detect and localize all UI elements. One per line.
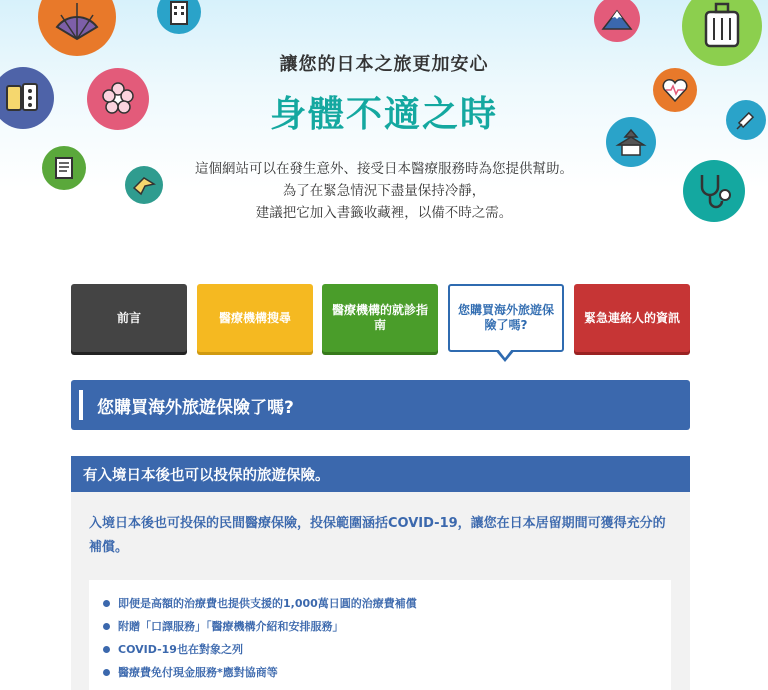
bullet-icon — [103, 669, 110, 676]
heading-accent-bar — [79, 390, 83, 420]
list-item — [103, 592, 657, 615]
benefit-text: 醫療費免付現金服務*應對協商等 — [118, 666, 278, 679]
page-title: 身體不適之時 — [269, 94, 498, 135]
intro-line: 建議把它加入書籤收藏裡，以備不時之需。 — [255, 205, 513, 221]
bullet-icon — [103, 646, 110, 653]
benefit-text: COVID-19也在對象之列 — [118, 643, 243, 656]
benefit-text: 附贈「口譯服務」「醫療機構介紹和安排服務」 — [118, 620, 344, 633]
section-tabs — [71, 284, 690, 368]
insurance-panel — [71, 456, 690, 690]
list-item — [103, 615, 657, 638]
list-item — [103, 661, 657, 684]
tab-visit-guide[interactable]: 醫療機構的就診指南 — [322, 284, 438, 352]
intro-text — [0, 158, 768, 224]
list-item — [103, 638, 657, 661]
active-tab-pointer-inner — [498, 349, 512, 358]
intro-line: 這個網站可以在發生意外、接受日本醫療服務時為您提供幫助。 — [195, 161, 573, 177]
benefit-text: 即便是高額的治療費也提供支援的1,000萬日圓的治療費補償 — [118, 597, 417, 610]
section-heading — [71, 380, 690, 430]
bullet-icon — [103, 623, 110, 630]
tab-medical-search[interactable]: 醫療機構搜尋 — [197, 284, 313, 352]
section-title: 您購買海外旅遊保險了嗎? — [97, 397, 294, 418]
subsection-title: 有入境日本後也可以投保的旅遊保險。 — [71, 456, 690, 492]
benefit-list — [89, 580, 671, 690]
tab-introduction[interactable]: 前言 — [71, 284, 187, 352]
tab-emergency-contacts[interactable]: 緊急連絡人的資訊 — [574, 284, 690, 352]
tab-travel-insurance[interactable]: 您購買海外旅遊保險了嗎? — [448, 284, 564, 352]
bullet-icon — [103, 600, 110, 607]
hero-tagline: 讓您的日本之旅更加安心 — [279, 54, 489, 75]
subsection-lead: 入境日本後也可投保的民間醫療保險，投保範圍涵括COVID-19，讓您在日本居留期間可獲得充分的補償。 — [89, 516, 666, 555]
intro-line: 為了在緊急情況下盡量保持冷靜， — [282, 183, 486, 199]
